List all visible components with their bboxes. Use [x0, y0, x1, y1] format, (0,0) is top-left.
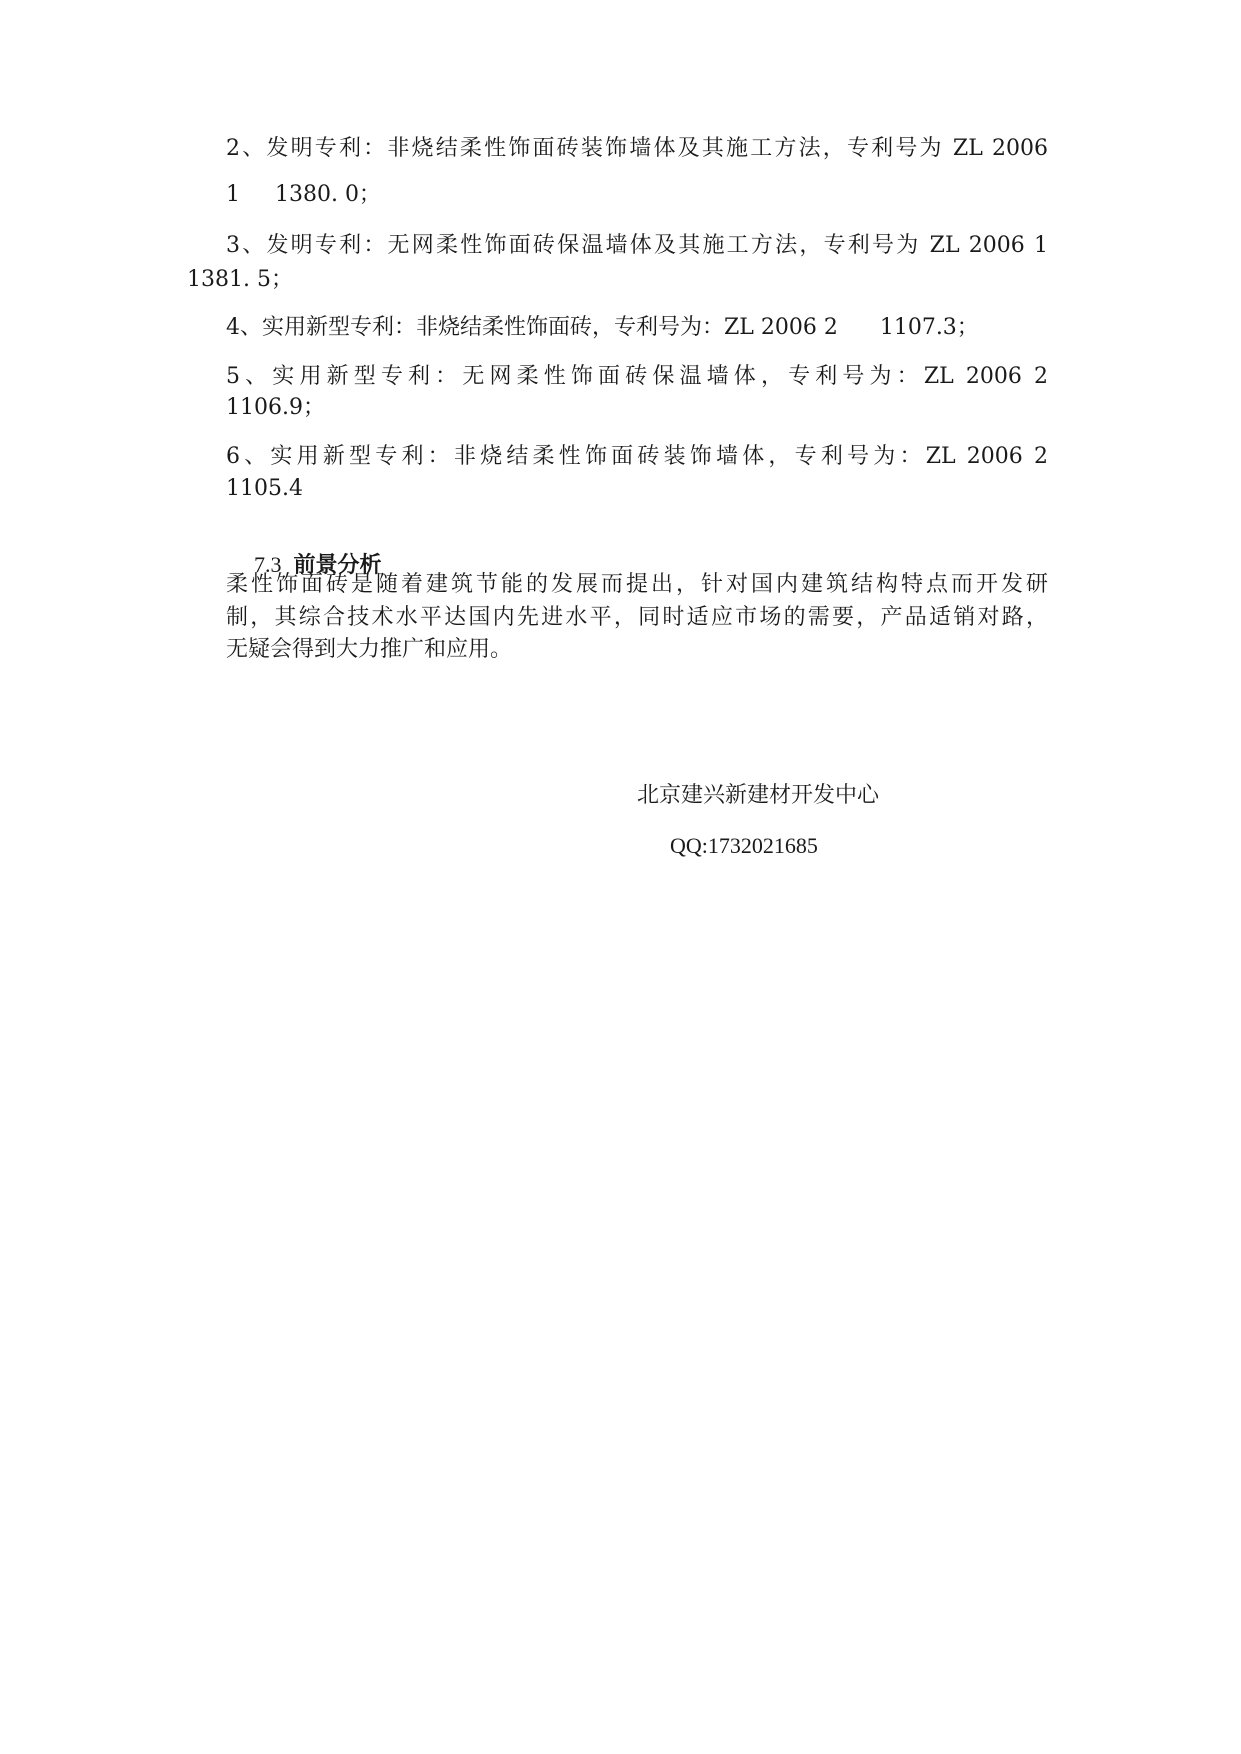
patent-item-3-line-1: 3、发明专利：无网柔性饰面砖保温墙体及其施工方法，专利号为 ZL 2006 1: [226, 233, 1048, 258]
section-body-line-1: 柔性饰面砖是随着建筑节能的发展而提出，针对国内建筑结构特点而开发研: [226, 572, 1048, 597]
patent-item-4-line-1: 4、实用新型专利：非烧结柔性饰面砖，专利号为：ZL 2006 2 1107.3；: [226, 315, 979, 340]
patent-item-6-line-1: 6、实用新型专利：非烧结柔性饰面砖装饰墙体，专利号为：ZL 2006 2: [226, 444, 1048, 469]
signature-organization: 北京建兴新建材开发中心: [637, 783, 880, 808]
patent-item-5-line-1: 5、实用新型专利：无网柔性饰面砖保温墙体，专利号为：ZL 2006 2: [226, 364, 1048, 389]
section-body-line-3: 无疑会得到大力推广和应用。: [226, 637, 513, 662]
section-title: 前景分析: [293, 553, 382, 578]
section-number: 7.3: [253, 552, 282, 577]
section-body-line-2: 制，其综合技术水平达国内先进水平，同时适应市场的需要，产品适销对路，: [226, 605, 1048, 630]
patent-item-3-line-2: 1381. 5；: [187, 267, 293, 292]
signature-contact: QQ:1732021685: [670, 833, 818, 858]
patent-item-5-line-2: 1106.9；: [226, 395, 325, 420]
patent-item-2-line-1: 2、发明专利：非烧结柔性饰面砖装饰墙体及其施工方法，专利号为 ZL 2006: [226, 136, 1048, 161]
patent-item-6-line-2: 1105.4: [226, 476, 303, 501]
patent-item-2-line-2: 1 1380. 0；: [226, 182, 381, 207]
